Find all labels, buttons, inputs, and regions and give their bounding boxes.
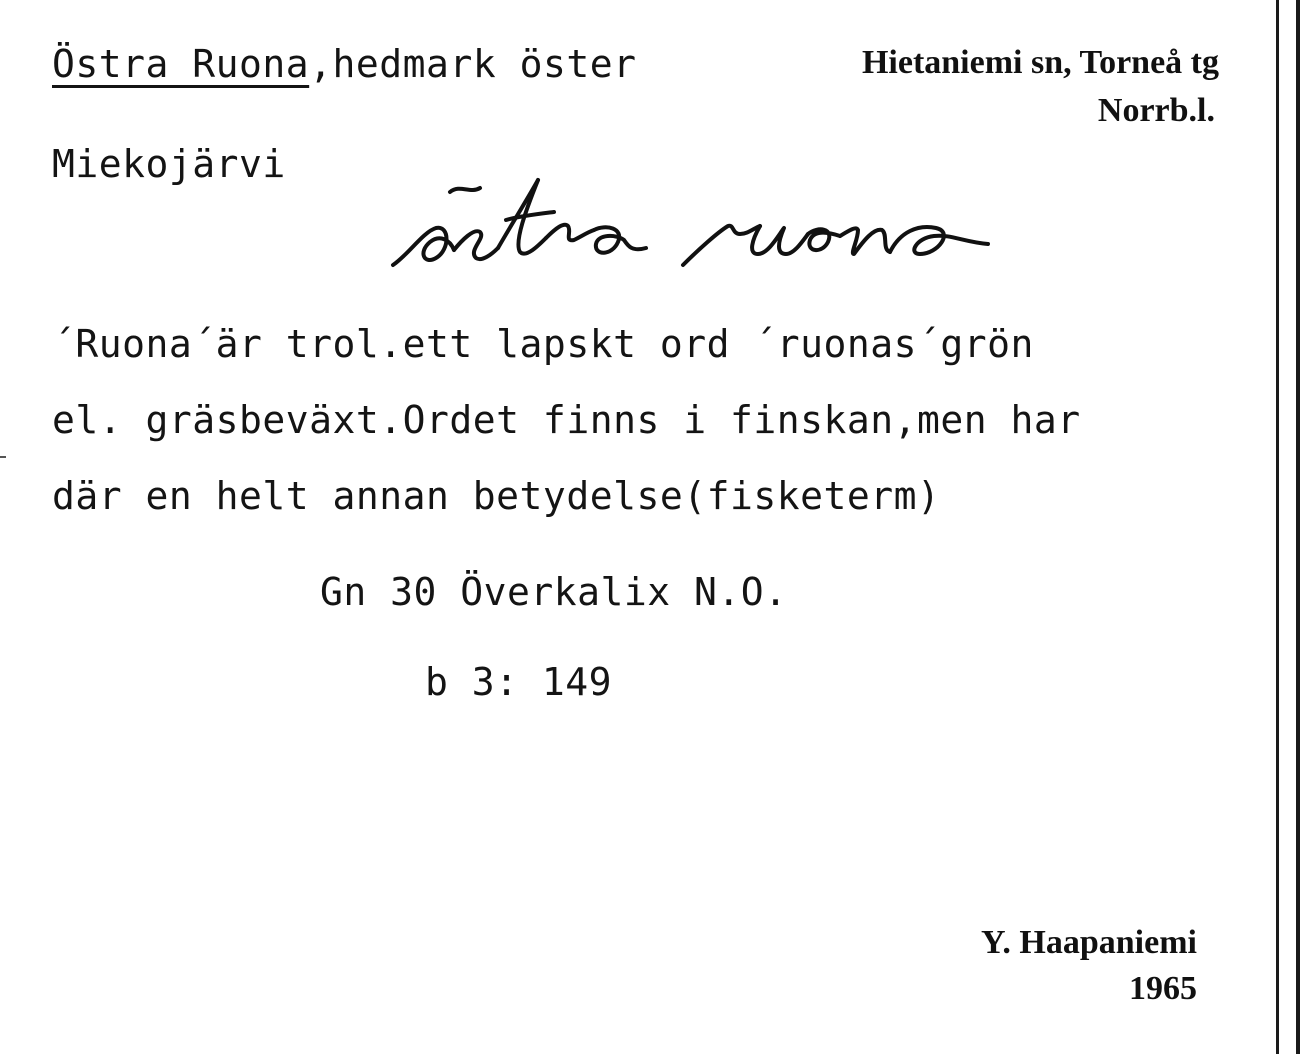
collector: Y. Haapaniemi [980, 924, 1197, 961]
place-line-2: Norrb.l. [1097, 92, 1215, 129]
headword-line [52, 42, 636, 86]
source-line-2: b 3: 149 [425, 660, 613, 704]
headword: Östra Ruona [52, 42, 310, 86]
card-edge-line [1276, 0, 1279, 1054]
place-line-1: Hietaniemi sn, Torneå tg [861, 44, 1219, 81]
source-line-1: Gn 30 Överkalix N.O. [320, 570, 788, 614]
year: 1965 [1129, 970, 1197, 1007]
headword-suffix: ,hedmark öster [309, 42, 637, 86]
card-edge-line [1296, 0, 1300, 1054]
village: Miekojärvi [52, 142, 286, 186]
note-line-2: el. gräsbeväxt.Ordet finns i finskan,men har [52, 398, 1081, 442]
note-line-1: ´Ruona´är trol.ett lapskt ord ´ruonas´grön [52, 322, 1034, 366]
scan-mark [0, 456, 6, 458]
note-line-3: där en helt annan betydelse(fisketerm) [52, 474, 941, 518]
handwritten-form-image [388, 170, 1018, 280]
